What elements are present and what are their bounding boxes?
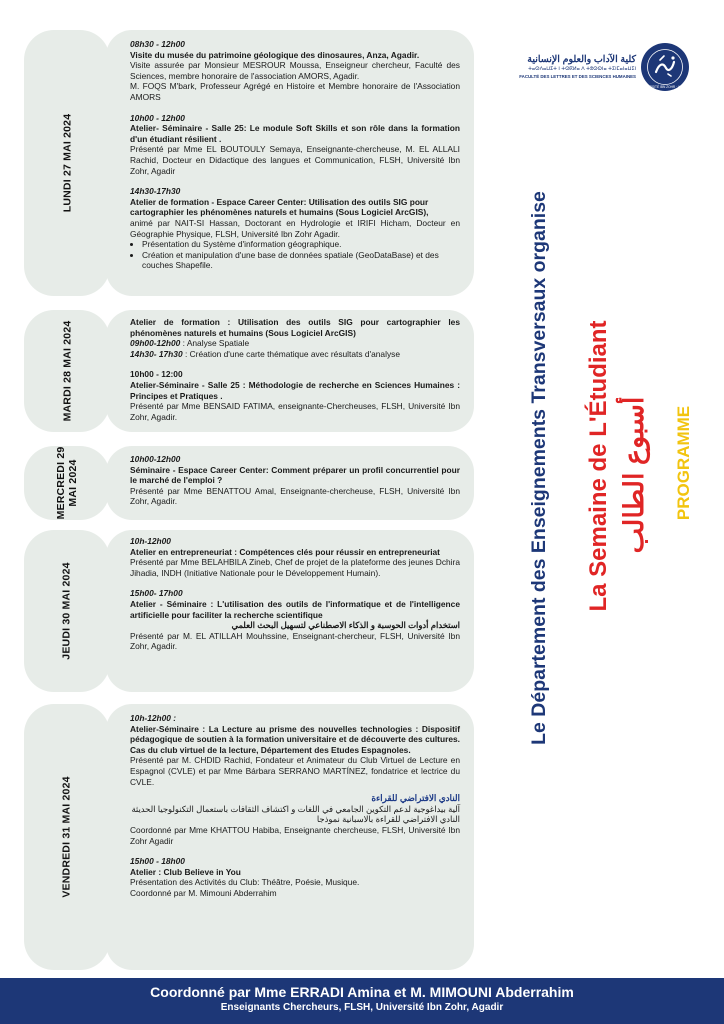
schedule-card-tuesday xyxy=(106,310,474,432)
logo-arabic-name: كلية الآداب والعلوم الإنسانية xyxy=(527,54,636,65)
session xyxy=(130,39,460,103)
session-description: M. FOQS M'bark, Professeur Agrégé en Histoire et Membre honoraire de l'Association AMORS xyxy=(130,81,460,102)
session-description: Présenté par Mme BENSAID FATIMA, enseignante-Chercheuses, FLSH, Université Ibn Zohr, Agadir. xyxy=(130,401,460,422)
session-description: Présentation des Activités du Club: Théâtre, Poésie, Musique. xyxy=(130,877,360,888)
session-time: 14h30-17h30 xyxy=(130,186,181,197)
session-title: Atelier : Club Believe in You xyxy=(130,866,241,877)
session-time: 15h00 - 18h00 xyxy=(130,856,185,867)
session-description-arabic: النادي الافتراضي للقراءة بالاسبانية نموذجا xyxy=(316,814,460,825)
session-description: : Analyse Spatiale xyxy=(180,338,250,349)
session-description: Présenté par M. CHDID Rachid, Fondateur et Animateur du Club Virtuel de Lecture en Espagnol (CVLE) et par Mme Bárbara SERRANO MARTÍNEZ, fondatrice et lectrice du CVLE. xyxy=(130,755,460,787)
session xyxy=(130,856,460,898)
session-time: 10h00 - 12:00 xyxy=(130,369,183,380)
session-title: Atelier-Séminaire - Salle 25 : Méthodologie de recherche en Sciences Humaines : Principes et Pratiques . xyxy=(130,379,460,401)
footer-coordinators: Coordonné par Mme ERRADI Amina et M. MIMOUNI Abderrahim xyxy=(150,984,574,1000)
day-label: MARDI 28 MAI 2024 xyxy=(61,320,74,422)
session-time: 08h30 - 12h00 xyxy=(130,39,185,49)
university-seal-icon xyxy=(640,42,690,92)
session-description-arabic: آلية بيداغوجية لدعم التكوين الجامعي في اللغات و اكتشاف الثقافات باستعمال التكنولوجيا الحديثة xyxy=(131,803,460,814)
session xyxy=(130,536,460,578)
schedule-card-monday xyxy=(106,30,474,296)
session-time: 10h00 - 12h00 xyxy=(130,112,185,123)
session-title-arabic: النادي الافتراضي للقراءة xyxy=(371,793,460,804)
session-title: Atelier en entrepreneuriat : Compétences clés pour réussir en entrepreneuriat xyxy=(130,546,440,557)
day-tab-friday xyxy=(24,704,110,970)
day-tab-thursday xyxy=(24,530,110,692)
event-title-arabic: أسبوع الطالب xyxy=(619,396,649,554)
session xyxy=(130,369,460,422)
session xyxy=(130,454,460,507)
session-description: : Création d'une carte thématique avec résultats d'analyse xyxy=(182,348,400,359)
session-title: Atelier de formation - Espace Career Center: Utilisation des outils SIG pour cartographier les phénomènes naturels et humains (Sous Logiciel ArcGIS), xyxy=(130,196,429,218)
session-description: Présenté par Mme BENATTOU Amal, Enseignante-chercheuse, FLSH, Université Ibn Zohr, Agadir. xyxy=(130,485,460,507)
bullet-item: • Création et manipulation d'une base de données spatiale (GeoDataBase) et des couches Shapefile. xyxy=(142,250,460,271)
event-title-french: La Semaine de L'Étudiant xyxy=(585,320,612,612)
programme-title: PROGRAMME xyxy=(674,405,693,521)
session xyxy=(130,588,460,652)
footer-affiliation: Enseignants Chercheurs, FLSH, Université Ibn Zohr, Agadir xyxy=(220,1002,504,1013)
day-label: JEUDI 30 MAI 2024 xyxy=(61,562,73,660)
session-time: 14h30- 17h30 xyxy=(130,348,183,359)
day-label: LUNDI 27 MAI 2024 xyxy=(61,113,74,213)
session-description: Présenté par Mme BELAHBILA Zineb, Chef de projet de la plateforme des jeunes Dchira Jihadia, INDH (Initiative Nationale pour le Développement Humain). xyxy=(130,557,460,578)
session-title: Séminaire - Espace Career Center: Comment préparer un profil concurrentiel pour le marché de l'emploi ? xyxy=(130,464,460,486)
session-title: Atelier-Séminaire : La Lecture au prisme des nouvelles technologies : Dispositif pédagogique de soutien à la formation universitaire et de découverte des cultures. Cas du club virtuel de la lecture, Département des Etudes Espagnoles. xyxy=(130,723,460,755)
schedule-card-wednesday xyxy=(106,446,474,520)
session xyxy=(130,113,460,177)
day-tab-tuesday xyxy=(24,310,110,432)
day-label: VENDREDI 31 MAI 2024 xyxy=(61,776,74,898)
session-coordinator: Coordonné par M. Mimouni Abderrahim xyxy=(130,887,277,898)
session-time: 15h00- 17h00 xyxy=(130,588,183,599)
session xyxy=(130,317,460,359)
session-time: 09h00-12h00 xyxy=(130,338,181,349)
session-title-arabic: استخدام أدوات الحوسبة و الذكاء الاصطناعي لتسهيل البحث العلمي xyxy=(231,620,460,631)
organizer-title: Le Département des Enseignements Transversaux organise xyxy=(528,191,550,745)
session-title: Atelier - Séminaire : L'utilisation des outils de l'informatique et de l'intelligence artificielle pour faciliter la recherche scientifique xyxy=(130,598,460,620)
faculty-logo xyxy=(518,42,708,102)
schedule-card-thursday xyxy=(106,530,474,692)
schedule-card-friday xyxy=(106,704,474,970)
session-description: Présenté par M. EL ATILLAH Mouhssine, Enseignant-chercheur, FLSH, Université Ibn Zohr, Agadir. xyxy=(130,630,460,652)
session-description: Visite assurée par Monsieur MESROUR Moussa, Enseigneur chercheur, Faculté des Sciences, membre honoraire de l'association AMORS, Agadir. xyxy=(130,60,460,81)
session-title: Atelier de formation : Utilisation des outils SIG pour cartographier les phénomènes naturels et humains (Sous Logiciel ArcGIS) xyxy=(130,317,460,338)
day-tab-monday xyxy=(24,30,110,296)
bullet-item: • Présentation du Système d'information géographique. xyxy=(142,239,460,250)
session-bullets xyxy=(130,239,460,271)
session xyxy=(130,713,460,846)
session-title: Atelier- Séminaire - Salle 25: Le module Soft Skills et son rôle dans la formation d'un étudiant résilient . xyxy=(130,123,460,144)
day-tab-wednesday xyxy=(24,446,110,520)
session-description: Présenté par Mme EL BOUTOULY Semaya, Enseignante-chercheuse, M. EL ALLALI Rachid, Docteur en Didactique des langues et Communication, FLSH, Université Ibn Zohr, Agadir xyxy=(130,144,460,176)
logo-french-name: FACULTÉ DES LETTRES ET DES SCIENCES HUMAINES xyxy=(519,74,636,79)
session-coordinator: Coordonné par Mme KHATTOU Habiba, Enseignante chercheuse, FLSH, Université Ibn Zohr Agadir xyxy=(130,824,460,846)
session-time: 10h-12h00 : xyxy=(130,713,177,723)
session-time: 10h-12h00 xyxy=(130,536,171,546)
seal-text: UNIVERSITÉ IBN ZOHR · AGADIR xyxy=(640,85,690,89)
session-description: animé par NAIT-SI Hassan, Doctorant en Hydrologie et IRIFI Hicham, Docteur en Géographie Physique, FLSH, Université Ibn Zohr Agadir. xyxy=(130,217,460,239)
logo-tifinagh-name: ⵜⴰⵙⴷⴰⵡⵉⵜ ⵏ ⵜⵙⴽⵍⴰ ⴷ ⵜⵓⵙⵙⵏⴰ ⵜⵉⵏⵎⴰⵏⴰⵡⵉⵏ xyxy=(528,66,636,72)
session-title: Visite du musée du patrimoine géologique des dinosaures, Anza, Agadir. xyxy=(130,49,420,60)
session-time: 10h00-12h00 xyxy=(130,454,181,464)
footer-banner xyxy=(0,978,724,1024)
session xyxy=(130,186,460,271)
day-label: MERCREDI 29 MAI 2024 xyxy=(55,446,79,520)
